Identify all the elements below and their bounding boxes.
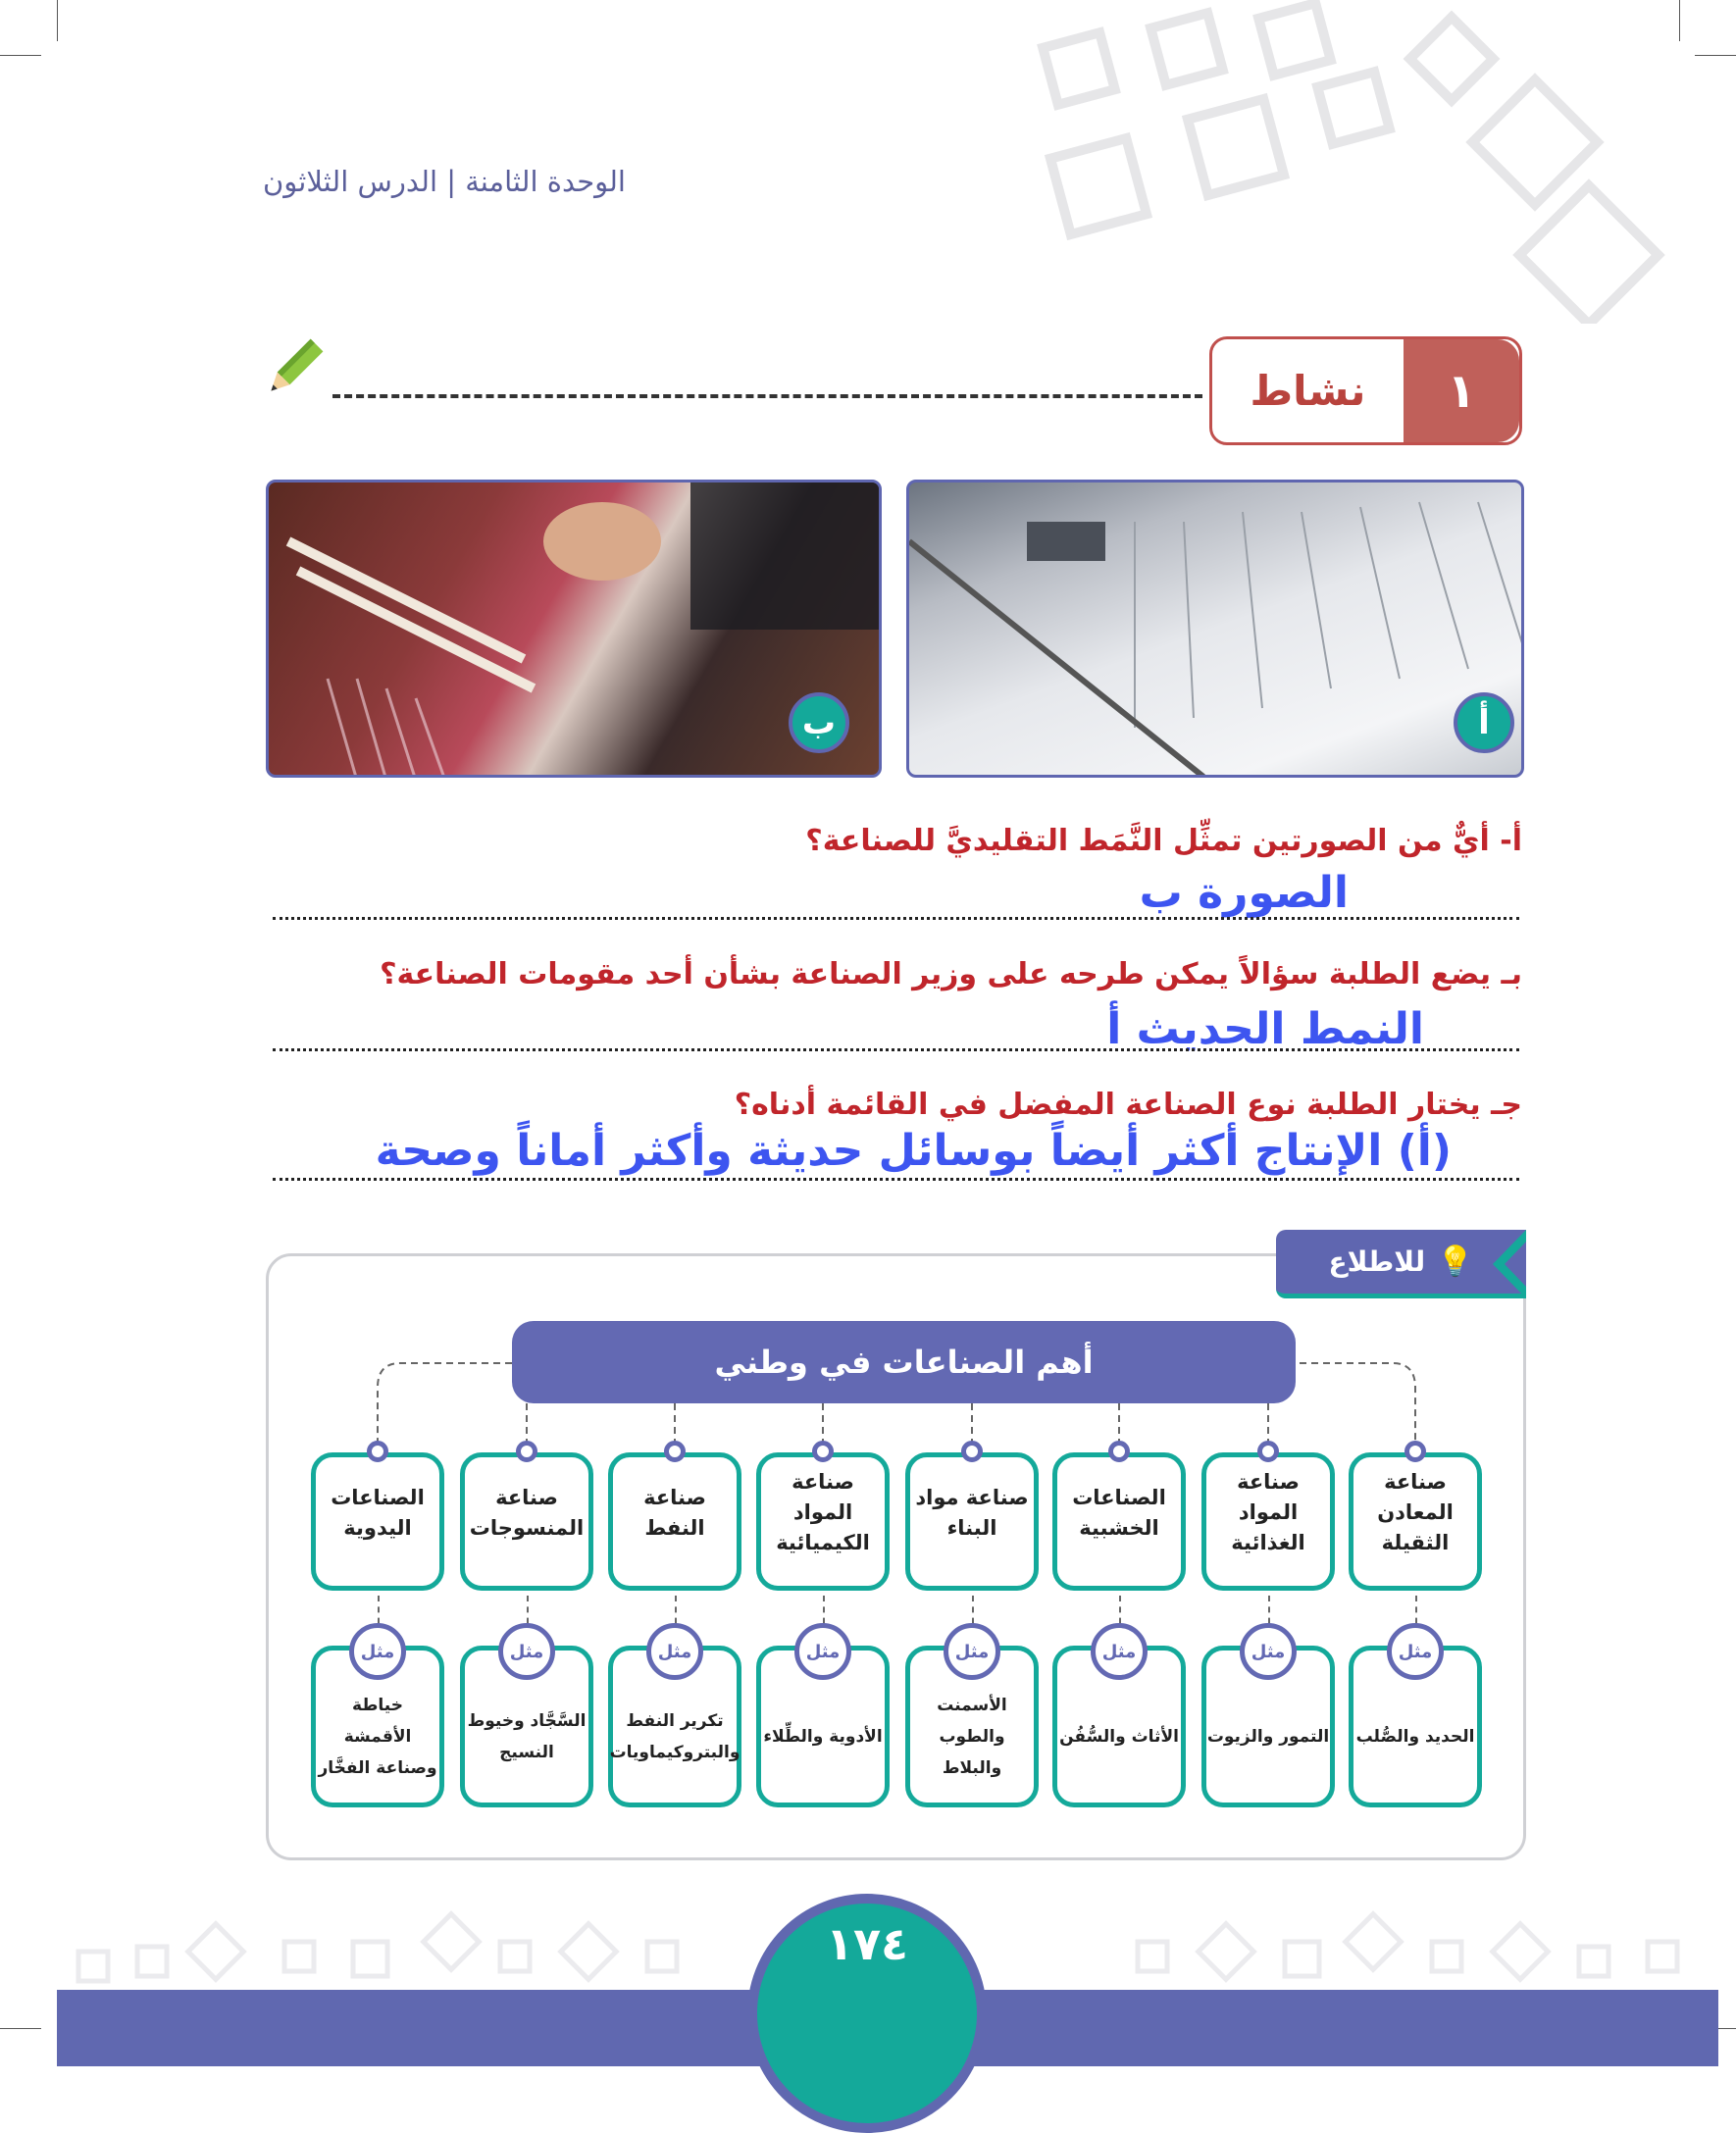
example-label-circle: مثل (498, 1623, 555, 1680)
unit-lesson-breadcrumb: الوحدة الثامنة | الدرس الثلاثون (263, 165, 626, 198)
example-label-circle: مثل (646, 1623, 703, 1680)
example-label-circle: مثل (944, 1623, 1000, 1680)
image-tag-a: أ (1454, 692, 1514, 753)
example-label-circle: مثل (349, 1623, 406, 1680)
crop-mark (57, 0, 58, 41)
chevron-left-icon (1489, 1230, 1528, 1298)
industry-example-card: الحديد والصُّلب (1349, 1646, 1482, 1807)
activity-label: نشاط (1250, 367, 1366, 415)
info-badge-label: للاطلاع (1328, 1245, 1426, 1278)
question-c: جـ يختار الطلبة نوع الصناعة المفضل في القائمة أدناه؟ (734, 1088, 1522, 1122)
activity-number: ١ (1404, 339, 1519, 442)
decorative-pattern (1030, 0, 1736, 324)
industry-example-card: الأدوية والطِّلاء (756, 1646, 890, 1807)
connector-pin (1108, 1441, 1130, 1462)
industry-example-card: خياطة الأقمشة وصناعة الفخَّار (311, 1646, 444, 1807)
answer-line-b (273, 1048, 1519, 1051)
example-label-circle: مثل (1240, 1623, 1297, 1680)
connector-pin (961, 1441, 983, 1462)
activity-header (1209, 336, 1522, 445)
pencil-icon (263, 335, 324, 402)
industry-card: صناعة المعادن الثقيلة (1349, 1452, 1482, 1591)
connector-pin (812, 1441, 834, 1462)
industry-example-card: الأسمنت والطوب والبلاط (905, 1646, 1039, 1807)
industry-card: صناعة المواد الغذائية (1201, 1452, 1335, 1591)
lightbulb-book-icon: 💡 (1437, 1244, 1474, 1279)
answer-a: الصورة ب (1139, 868, 1349, 918)
photo-traditional-loom (266, 480, 882, 778)
crop-mark (0, 2028, 41, 2029)
industry-example-card: السَّجَّاد وخيوط النسيج (460, 1646, 593, 1807)
example-label-circle: مثل (1387, 1623, 1444, 1680)
example-label-circle: مثل (794, 1623, 851, 1680)
photo-industrial-loom (906, 480, 1524, 778)
page-number: ١٧٤ (825, 1917, 909, 1970)
industry-card: صناعة النفط (608, 1452, 741, 1591)
image-tag-b: ب (789, 692, 849, 753)
question-b: بـ يضع الطلبة سؤالاً يمكن طرحه على وزير الصناعة بشأن أحد مقومات الصناعة؟ (380, 957, 1522, 991)
answer-line-c (273, 1178, 1519, 1181)
industry-example-card: الأثاث والسُّفُن (1052, 1646, 1186, 1807)
example-label-circle: مثل (1091, 1623, 1148, 1680)
connector-pin (664, 1441, 686, 1462)
answer-line-a (273, 917, 1519, 920)
answer-b: النمط الحديث أ (1106, 1004, 1424, 1054)
industry-example-card: تكرير النفط والبتروكيماويات (608, 1646, 741, 1807)
industry-card: الصناعات الخشبية (1052, 1452, 1186, 1591)
crop-mark (0, 55, 41, 56)
connector-pin (1404, 1441, 1426, 1462)
industry-card: صناعة المواد الكيميائية (756, 1452, 890, 1591)
industry-card: الصناعات اليدوية (311, 1452, 444, 1591)
activity-divider (332, 394, 1202, 398)
connector-pin (516, 1441, 537, 1462)
industries-title: أهم الصناعات في وطني (512, 1321, 1296, 1403)
industry-card: صناعة مواد البناء (905, 1452, 1039, 1591)
answer-c: (أ) الإنتاج أكثر أيضاً بوسائل حديثة وأكثر أماناً وصحة (375, 1126, 1452, 1176)
industry-example-card: التمور والزيوت (1201, 1646, 1335, 1807)
connector-pin (1257, 1441, 1279, 1462)
connector-pin (367, 1441, 388, 1462)
industrial-loom-illustration (909, 482, 1524, 778)
industry-card: صناعة المنسوجات (460, 1452, 593, 1591)
question-a: أ- أيٌّ من الصورتين تمثِّل النَّمَط التقليديَّ للصناعة؟ (805, 824, 1522, 858)
